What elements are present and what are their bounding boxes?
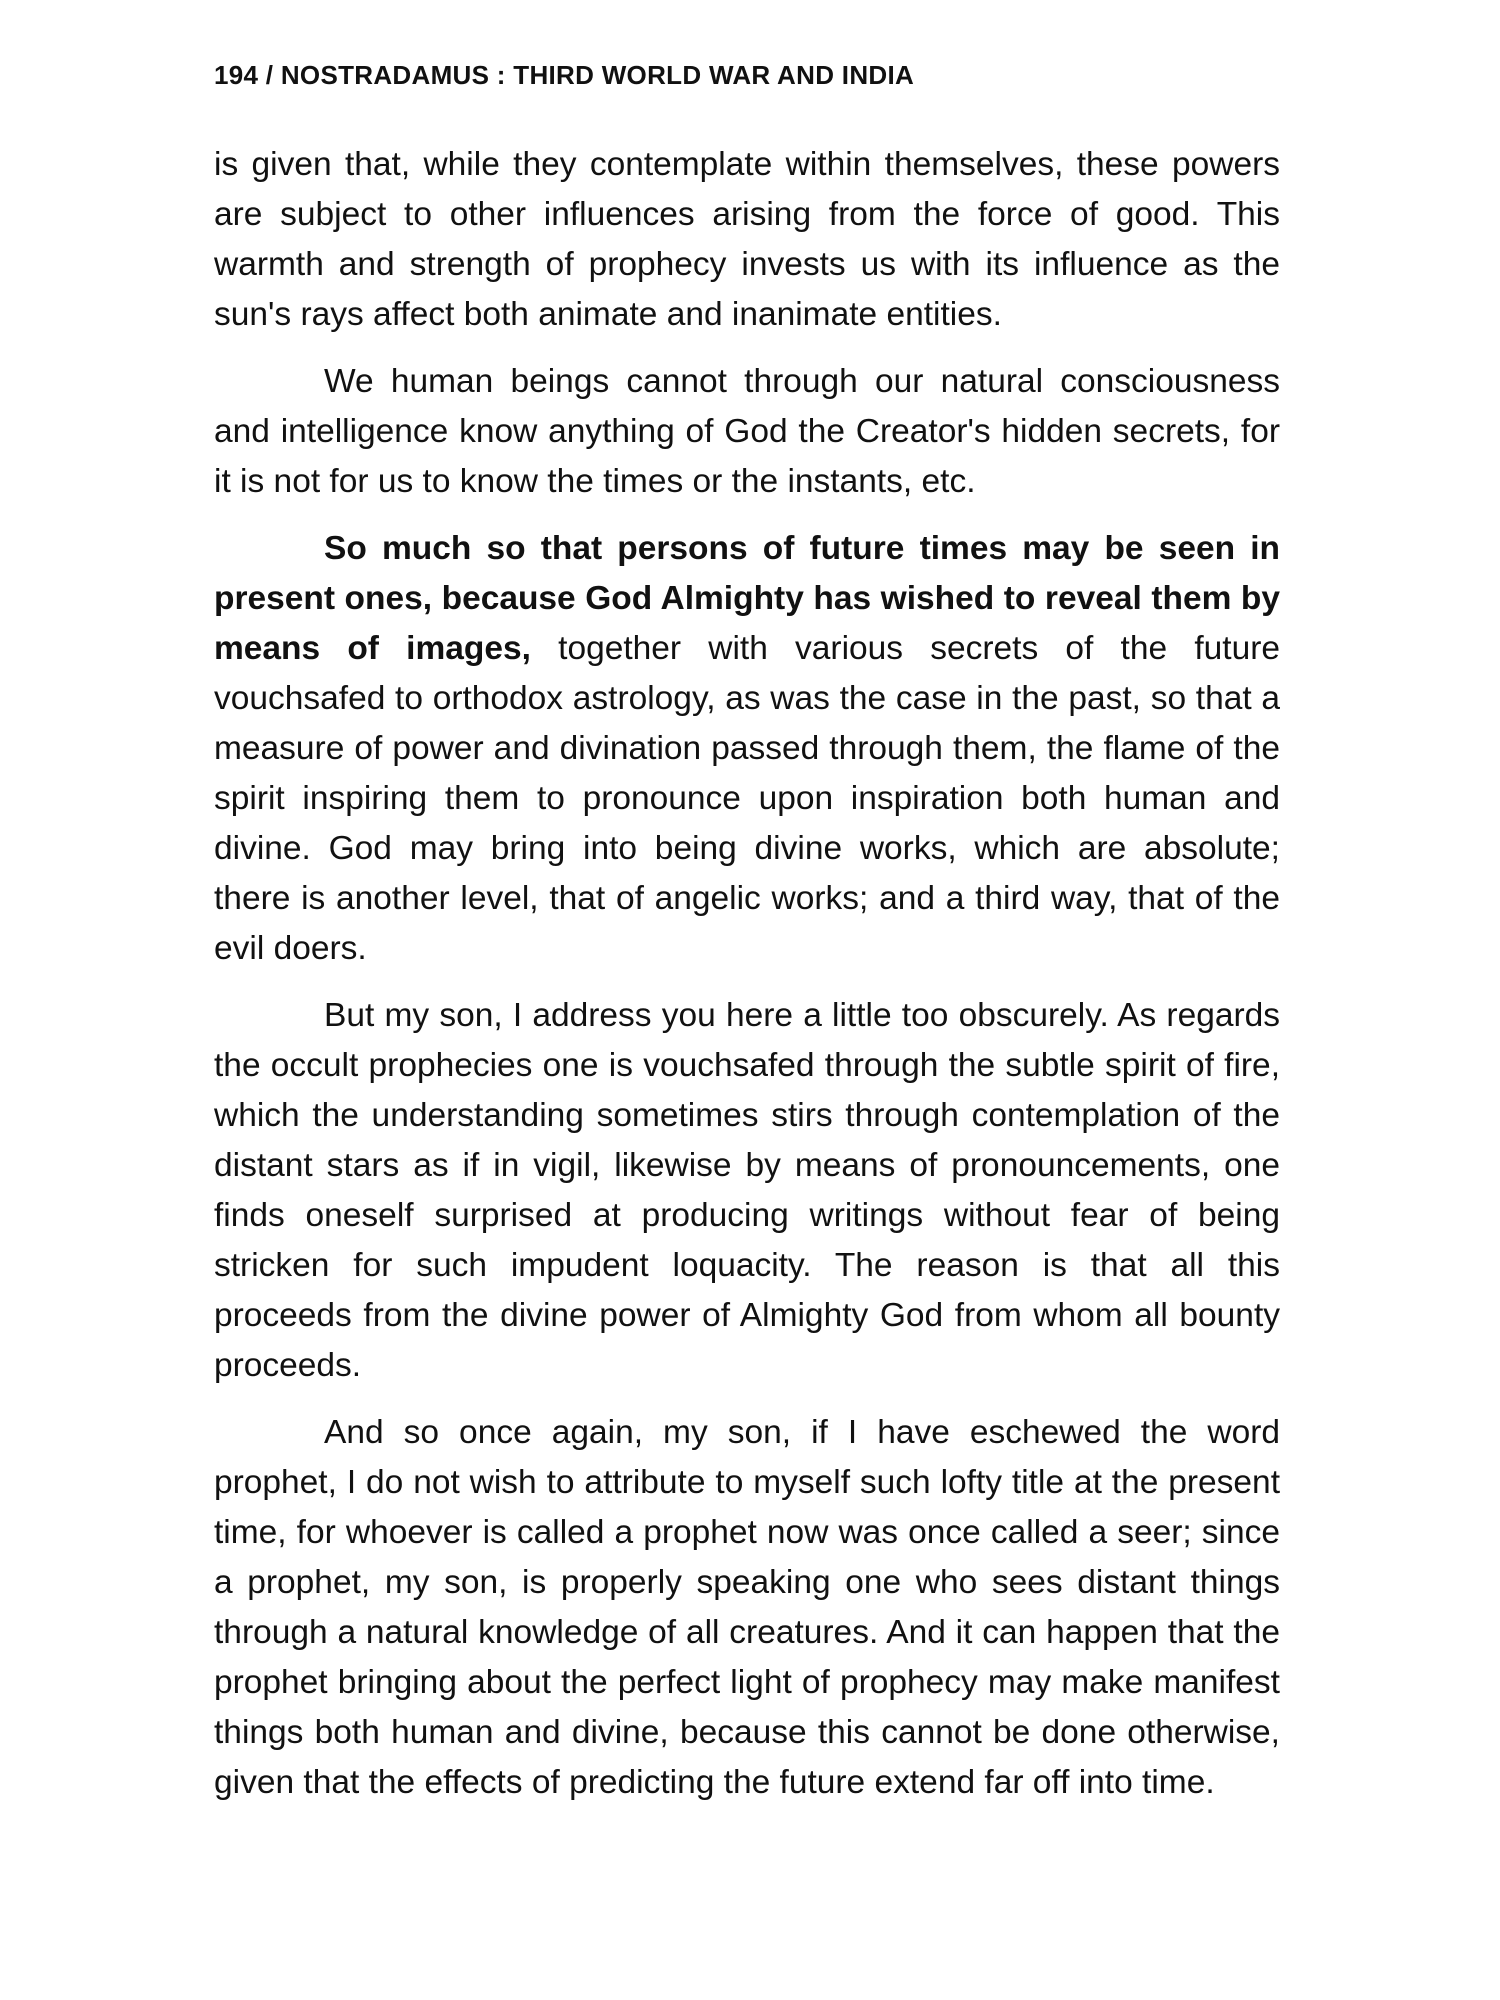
paragraph-1: is given that, while they contemplate within themselves, these powers are subject to other influences arising from the force of good. This warmth and strength of prophecy invests us with its influence as the sun's rays affect both animate and inanimate entities. [214, 146, 1280, 333]
paragraph-3-bold-lead: So much so that persons of future times may be seen in present ones, because God Almighty has wished to reveal them by means of images, [214, 530, 1280, 667]
paragraph-2: We human beings cannot through our natural consciousness and intelligence know anything of God the Creator's hidden secrets, for it is not for us to know the times or the instants, etc. [214, 363, 1280, 500]
paragraph-4: But my son, I address you here a little too obscurely. As regards the occult prophecies one is vouchsafed through the subtle spirit of fire, which the understanding sometimes stirs through contemplation of the distant stars as if in vigil, likewise by means of pronouncements, one finds oneself surprised at producing writings without fear of being stricken for such impudent loquacity. The reason is that all this proceeds from the divine power of Almighty God from whom all bounty proceeds. [214, 997, 1280, 1384]
paragraph-5: And so once again, my son, if I have eschewed the word prophet, I do not wish to attribute to myself such lofty title at the present time, for whoever is called a prophet now was once called a seer; since a prophet, my son, is properly speaking one who sees distant things through a natural knowledge of all creatures. And it can happen that the prophet bringing about the perfect light of prophecy may make manifest things both human and divine, because this cannot be done otherwise, given that the effects of predicting the future extend far off into time. [214, 1414, 1280, 1801]
running-header: 194 / NOSTRADAMUS : THIRD WORLD WAR AND INDIA [214, 60, 915, 90]
paragraph-3-rest: together with various secrets of the future vouchsafed to orthodox astrology, as was the case in the past, so that a measure of power and divination passed through them, the flame of the spirit inspiring them to pronounce upon inspiration both human and divine. God may bring into being divine works, which are absolute; there is another level, that of angelic works; and a third way, that of the evil doers. [214, 630, 1280, 967]
paragraph-3 [214, 524, 1280, 974]
body-text [214, 140, 1280, 1825]
